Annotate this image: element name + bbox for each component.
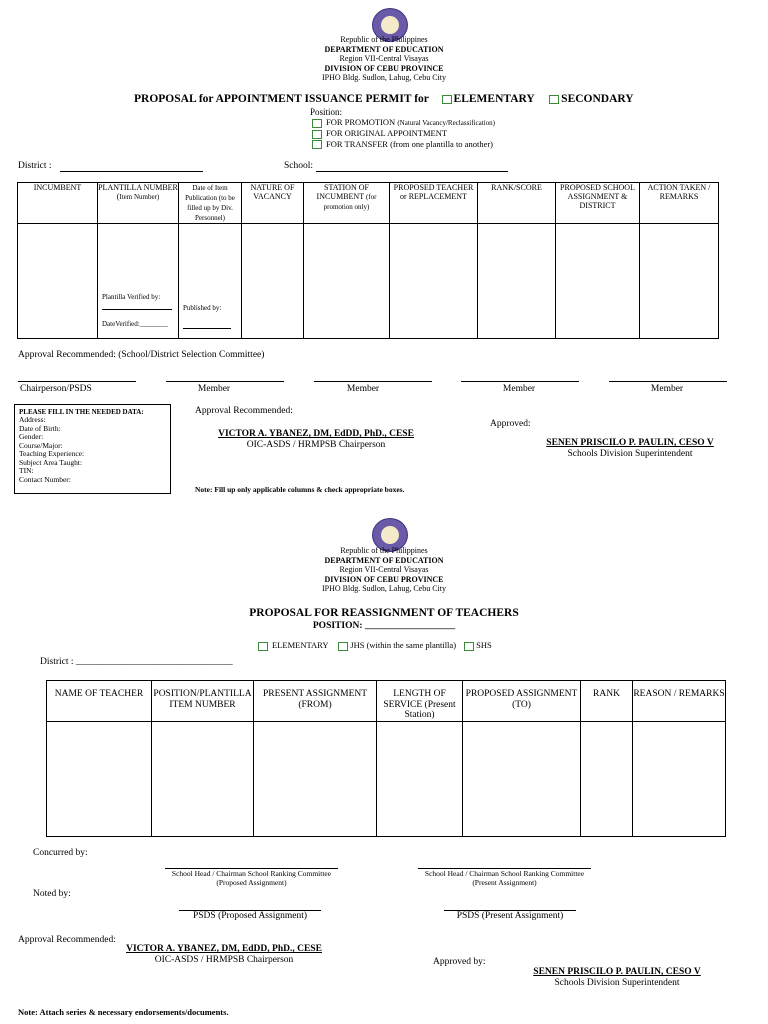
- elementary-checkbox[interactable]: [258, 642, 268, 651]
- sig-member-label: Member: [197, 384, 231, 394]
- sig-line-chair: [18, 381, 136, 382]
- jhs-label: JHS (within the same plantilla): [350, 640, 457, 650]
- promotion-checkbox[interactable]: [312, 119, 322, 128]
- secondary-label: SECONDARY: [561, 93, 634, 105]
- col-present-assignment: [254, 681, 377, 722]
- col-nature-label: NATURE OF VACANCY: [250, 183, 295, 201]
- col-proposed-assignment: [463, 681, 581, 722]
- col-rank: [581, 681, 633, 722]
- needed-data-title: PLEASE FILL IN THE NEEDED DATA:: [19, 408, 144, 416]
- transfer-note: (from one plantilla to another): [390, 138, 494, 149]
- sig-member-label: Member: [502, 384, 536, 394]
- table-row: [18, 224, 719, 339]
- col-school-assignment: [556, 183, 640, 224]
- col-proposed-label: PROPOSED TEACHER or REPLACEMENT: [393, 183, 474, 201]
- original-label: FOR ORIGINAL APPOINTMENT: [326, 128, 448, 138]
- published-by-label: Published by:: [183, 304, 222, 312]
- header-block: [234, 35, 534, 83]
- position-options: [312, 117, 495, 149]
- shs-checkbox[interactable]: [464, 642, 474, 651]
- sds-signature-2: [522, 967, 712, 989]
- sds-name: SENEN PRISCILO P. PAULIN, CESO V: [533, 967, 701, 977]
- promotion-option: [312, 117, 495, 128]
- school-field[interactable]: [284, 161, 313, 171]
- shs-label: SHS: [476, 640, 492, 650]
- col-length-service: [377, 681, 463, 722]
- district-label: District :: [18, 161, 52, 171]
- cell-station[interactable]: [304, 224, 390, 339]
- cell-date[interactable]: [179, 224, 242, 339]
- col-incumbent: [18, 183, 98, 224]
- form1-title-text: PROPOSAL for APPOINTMENT ISSUANCE PERMIT for: [134, 93, 429, 105]
- col-nature-vacancy: [242, 183, 304, 224]
- col-station: [304, 183, 390, 224]
- needed-data-box: [14, 404, 171, 494]
- cell-teacher[interactable]: [47, 722, 152, 837]
- date-verified-label: DateVerified:________: [102, 320, 168, 328]
- district-field[interactable]: [18, 161, 52, 171]
- approved-by-label: Approved by:: [433, 957, 486, 967]
- cell-reason[interactable]: [633, 722, 726, 837]
- form2-district[interactable]: District : _________________________________: [40, 657, 233, 667]
- elementary-label: ELEMENTARY: [272, 640, 329, 650]
- form2-level-options: [258, 640, 492, 651]
- col-incumbent-label: INCUMBENT: [33, 183, 82, 192]
- col-present-from: (FROM): [298, 699, 332, 710]
- cell-incumbent[interactable]: [18, 224, 98, 339]
- approved-label: Approved:: [490, 419, 531, 429]
- cell-plantilla[interactable]: [98, 224, 179, 339]
- cell-nature[interactable]: [242, 224, 304, 339]
- sig-line-member3: [461, 381, 579, 382]
- sig-line-member4: [609, 381, 727, 382]
- plantilla-verified-label: Plantilla Verified by:: [102, 293, 161, 301]
- sh-right-sub: (Present Assignment): [472, 878, 537, 887]
- asds-title: OIC-ASDS / HRMPSB Chairperson: [154, 955, 294, 965]
- sig-line-member1: [166, 381, 284, 382]
- sig-line-member2: [314, 381, 432, 382]
- form2-position[interactable]: POSITION: ___________________: [312, 621, 456, 631]
- elementary-checkbox[interactable]: [442, 95, 452, 104]
- approval-recommended-label: Approval Recommended:: [195, 406, 293, 416]
- sds-title: Schools Division Superintendent: [567, 449, 693, 459]
- col-teacher-label: NAME OF TEACHER: [54, 689, 144, 699]
- list-item: Course/Major:: [19, 440, 63, 450]
- sh-left-signature: [150, 869, 353, 887]
- form2-title: PROPOSAL FOR REASSIGNMENT OF TEACHERS: [249, 607, 519, 619]
- header-region: Region VII-Central Visayas: [339, 565, 429, 574]
- col-school-label: PROPOSED SCHOOL ASSIGNMENT & DISTRICT: [560, 183, 635, 210]
- header-department: DEPARTMENT OF EDUCATION: [324, 44, 444, 54]
- col-reason-label: REASON / REMARKS: [633, 689, 725, 699]
- cell-proposed[interactable]: [390, 224, 478, 339]
- asds-name: VICTOR A. YBANEZ, DM, EdDD, PhD., CESE: [126, 944, 322, 954]
- col-position-item: [152, 681, 254, 722]
- col-plantilla-note: Item Number): [119, 193, 160, 201]
- header-region: Region VII-Central Visayas: [339, 54, 429, 63]
- form1-note: Note: Fill up only applicable columns & check appropriate boxes.: [195, 485, 405, 494]
- sds-name: SENEN PRISCILO P. PAULIN, CESO V: [546, 438, 714, 448]
- header-division: DIVISION OF CEBU PROVINCE: [324, 63, 444, 73]
- list-item: Teaching Experience:: [19, 449, 85, 458]
- original-checkbox[interactable]: [312, 130, 322, 139]
- col-station-note: (for promotion only): [323, 193, 377, 211]
- cell-length[interactable]: [377, 722, 463, 837]
- approval-recommended-committee: Approval Recommended: (School/District Selection Committee): [18, 350, 265, 360]
- header-department: DEPARTMENT OF EDUCATION: [324, 555, 444, 565]
- cell-action[interactable]: [640, 224, 719, 339]
- table-row: [47, 722, 726, 837]
- header-block-2: [234, 546, 534, 594]
- list-item: Subject Area Taught:: [19, 457, 83, 467]
- approval-recommended-label-2: Approval Recommended:: [18, 935, 116, 945]
- col-rank: [478, 183, 556, 224]
- list-item: Contact Number:: [19, 474, 71, 484]
- cell-present[interactable]: [254, 722, 377, 837]
- sds-title: Schools Division Superintendent: [554, 978, 680, 988]
- list-item: Address:: [19, 415, 46, 424]
- header-address: IPHO Bldg. Sudlon, Lahug, Cebu City: [321, 584, 446, 593]
- sh-left-sub: (Proposed Assignment): [216, 878, 287, 887]
- appointment-table: [17, 182, 719, 339]
- header-republic: Republic of the Philippines: [340, 35, 428, 44]
- table-header-row: [18, 183, 719, 224]
- col-plantilla: [98, 183, 179, 224]
- col-teacher-name: [47, 681, 152, 722]
- col-rank-label: RANK/SCORE: [491, 183, 542, 192]
- col-reason: [633, 681, 726, 722]
- original-option: [312, 128, 495, 139]
- asds-name: VICTOR A. YBANEZ, DM, EdDD, PhD., CESE: [218, 429, 414, 439]
- noted-by-label: Noted by:: [33, 889, 71, 899]
- needed-data-list: [19, 416, 170, 484]
- asds-signature-2: [109, 944, 339, 966]
- psds-present-label: PSDS (Present Assignment): [456, 911, 564, 921]
- sds-signature: [538, 438, 722, 460]
- header-address: IPHO Bldg. Sudlon, Lahug, Cebu City: [321, 73, 446, 82]
- reassignment-table: [46, 680, 726, 837]
- form1-title: [134, 93, 634, 105]
- asds-title: OIC-ASDS / HRMPSB Chairperson: [246, 440, 386, 450]
- header-republic: Republic of the Philippines: [340, 546, 428, 555]
- col-date-publication: [179, 183, 242, 224]
- transfer-label: FOR TRANSFER: [326, 138, 388, 149]
- sig-member-label: Member: [346, 384, 380, 394]
- cell-rank[interactable]: [581, 722, 633, 837]
- elementary-label: ELEMENTARY: [453, 93, 535, 105]
- list-item: TIN:: [19, 466, 34, 475]
- published-by-line: [183, 328, 231, 329]
- col-length-label: LENGTH OF SERVICE (Present Station): [383, 689, 456, 720]
- transfer-checkbox[interactable]: [312, 140, 322, 149]
- sig-chair-label: Chairperson/PSDS: [20, 384, 92, 394]
- transfer-option: [312, 139, 495, 150]
- cell-rank[interactable]: [478, 224, 556, 339]
- school-line: [316, 171, 508, 172]
- col-date-label: Date of Item Publication (: [185, 184, 228, 202]
- col-station-label: STATION OF INCUMBENT: [316, 183, 369, 201]
- jhs-checkbox[interactable]: [338, 642, 348, 651]
- col-position-label: POSITION/PLANTILLA ITEM NUMBER: [153, 689, 252, 710]
- concurred-by-label: Concurred by:: [33, 848, 88, 858]
- promotion-note: (Natural Vacancy/Reclassification): [397, 119, 495, 127]
- col-rank-label: RANK: [593, 689, 620, 699]
- promotion-label: FOR PROMOTION: [326, 117, 396, 127]
- col-proposed-to: (TO): [512, 699, 531, 710]
- sh-left-title: School Head / Chairman School Ranking Committee: [171, 869, 332, 878]
- cell-position[interactable]: [152, 722, 254, 837]
- sh-right-signature: [403, 869, 606, 887]
- sig-member-label: Member: [650, 384, 684, 394]
- col-action: [640, 183, 719, 224]
- form2-note: Note: Attach series & necessary endorsements/documents.: [18, 1007, 229, 1017]
- position-label: Position:: [310, 107, 343, 117]
- list-item: Gender:: [19, 432, 44, 441]
- col-proposed-label: PROPOSED ASSIGNMENT: [465, 689, 578, 699]
- cell-proposed[interactable]: [463, 722, 581, 837]
- header-division: DIVISION OF CEBU PROVINCE: [324, 574, 444, 584]
- district-line: [60, 171, 203, 172]
- psds-proposed-label: PSDS (Proposed Assignment): [192, 911, 307, 921]
- cell-school[interactable]: [556, 224, 640, 339]
- col-plantilla-label: PLANTILLA NUMBER (: [98, 183, 178, 201]
- plantilla-verified-line: [102, 309, 172, 310]
- col-date-note: to be filled up by Div. Personnel): [187, 194, 235, 222]
- sh-right-title: School Head / Chairman School Ranking Committee: [424, 869, 585, 878]
- school-label: School:: [284, 161, 314, 171]
- col-proposed-teacher: [390, 183, 478, 224]
- col-action-label: ACTION TAKEN / REMARKS: [647, 183, 711, 201]
- secondary-checkbox[interactable]: [549, 95, 559, 104]
- table-header-row: [47, 681, 726, 722]
- asds-signature: [195, 429, 437, 451]
- list-item: Date of Birth:: [19, 423, 61, 433]
- col-present-label: PRESENT ASSIGNMENT: [262, 689, 368, 699]
